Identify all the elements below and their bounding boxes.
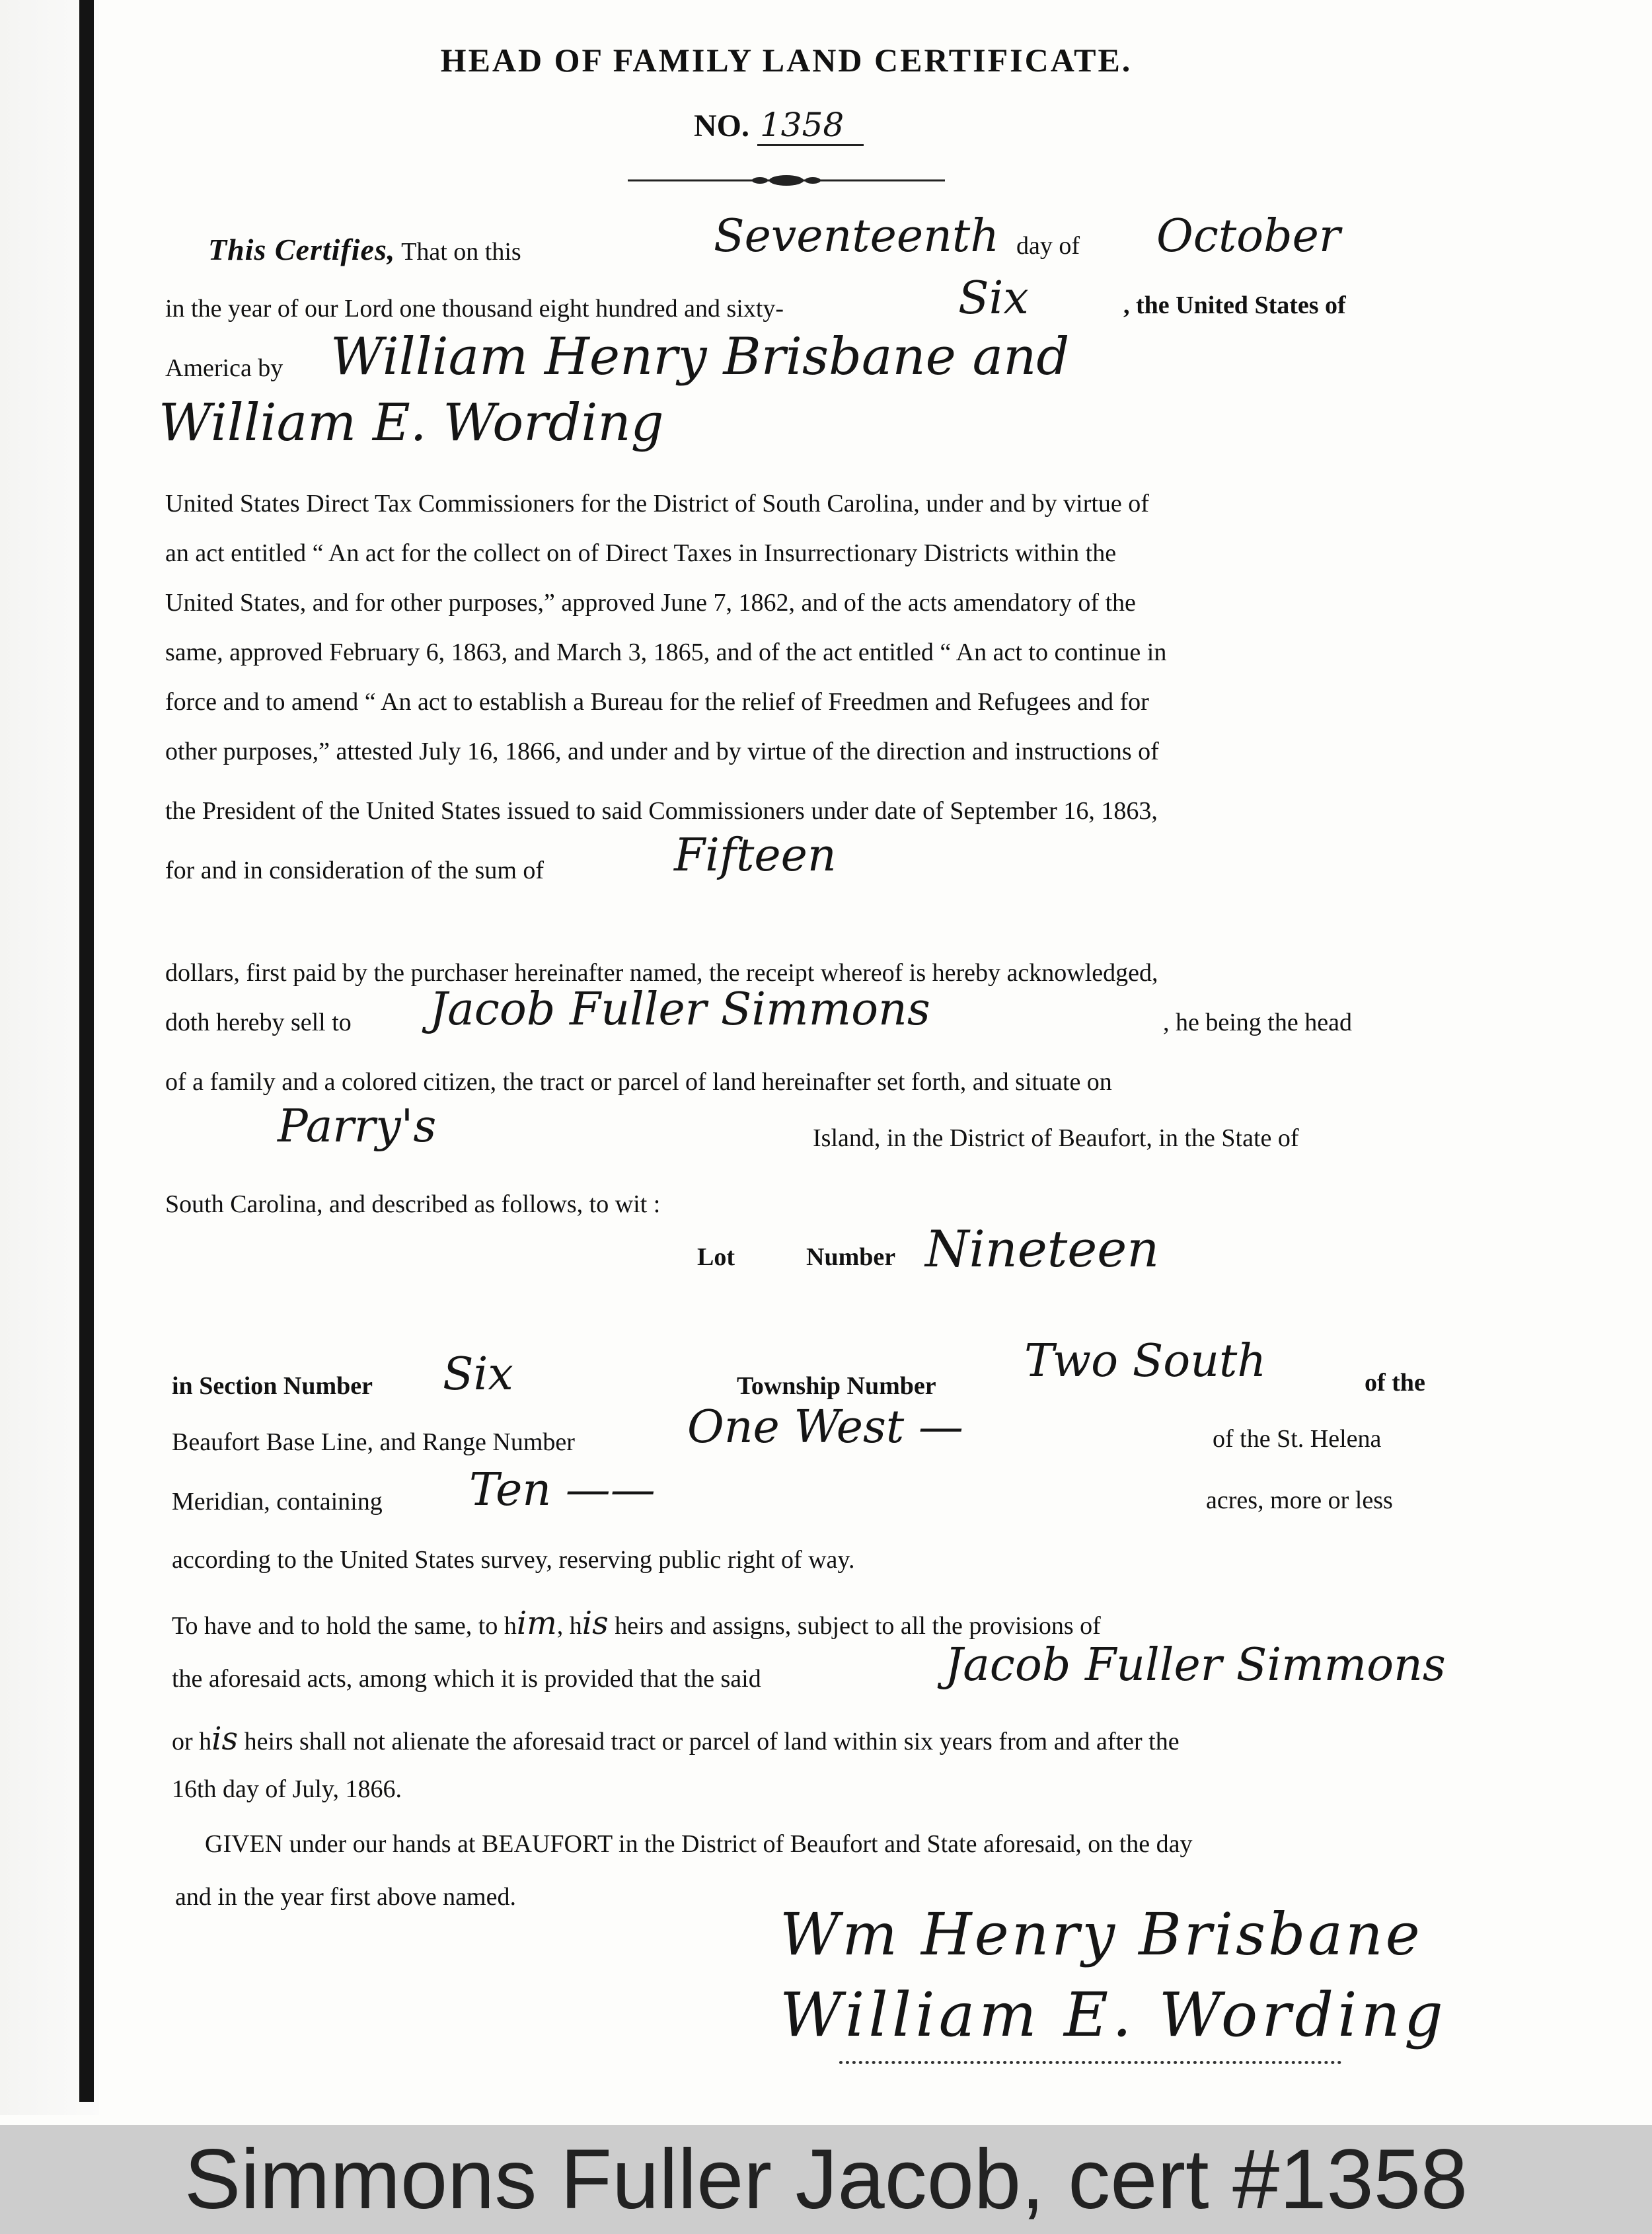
paragraph-line-6: other purposes,” attested July 16, 1866, and under and by virtue of the direction and instructions of (165, 738, 1159, 765)
paragraph-line-7: the President of the United States issued to said Commissioners under date of September 16, 1863, (165, 797, 1158, 825)
given-line-b: and in the year first above named. (175, 1883, 516, 1911)
section-handwritten: Six (443, 1348, 513, 1401)
body-line-1 (208, 231, 521, 268)
paragraph-line-5: force and to amend “ An act to establish a Bureau for the relief of Freedmen and Refugees and for (165, 688, 1149, 716)
l1-text-b: That on this (401, 238, 521, 266)
paragraph-line-2: an act entitled “ An act for the collect on of Direct Taxes in Insurrectionary Districts within the (165, 539, 1117, 567)
township-number-label: Township Number (737, 1372, 936, 1400)
lot-number-label: Number (806, 1243, 896, 1271)
signature-brisbane: Wm Henry Brisbane (780, 1900, 1423, 1968)
paragraph-line-4: same, approved February 6, 1863, and March 3, 1865, and of the act entitled “ An act to continue in (165, 638, 1167, 666)
survey-line: according to the United States survey, reserving public right of way. (172, 1546, 855, 1574)
paragraph-line-1: United States Direct Tax Commissioners for the District of South Carolina, under and by virtue of (165, 490, 1149, 518)
habendum-a: To have and to hold the same, to h (172, 1612, 517, 1640)
proviso-b-b: heirs shall not alienate the aforesaid tract or parcel of land within six years from and after the (238, 1728, 1180, 1755)
habendum-c: heirs and assigns, subject to all the provisions of (608, 1612, 1101, 1640)
number-value: 1358 (757, 106, 864, 146)
certificate-number (694, 106, 864, 144)
him-handwritten: im (516, 1605, 557, 1642)
section-number-label: in Section Number (172, 1372, 373, 1400)
proviso-line-c: 16th day of July, 1866. (172, 1775, 402, 1803)
lot-handwritten: Nineteen (925, 1219, 1160, 1278)
paragraph-line-9: dollars, first paid by the purchaser hereinafter named, the receipt whereof is hereby acknowledged, (165, 959, 1158, 987)
image-caption: Simmons Fuller Jacob, cert #1358 (184, 2132, 1468, 2227)
year-handwritten: Six (958, 272, 1029, 325)
proviso-line-b (172, 1720, 1180, 1759)
consideration-label: for and in consideration of the sum of (165, 857, 544, 884)
acres-label: acres, more or less (1206, 1486, 1393, 1514)
doth-hereby-sell: doth hereby sell to (165, 1009, 352, 1036)
given-line-a: GIVEN under our hands at BEAUFORT in the District of Beaufort and State aforesaid, on the day (205, 1830, 1193, 1858)
range-handwritten: One West — (687, 1401, 963, 1453)
binding-margin-line (79, 0, 94, 2102)
certificate-title: HEAD OF FAMILY LAND CERTIFICATE. (440, 42, 1133, 79)
township-handwritten: Two South (1024, 1335, 1267, 1387)
his-2-handwritten: is (211, 1720, 239, 1757)
proviso-line-a: the aforesaid acts, among which it is provided that the said (172, 1665, 761, 1693)
this-certifies: This Certifies, (208, 233, 396, 266)
month-handwritten: October (1156, 210, 1341, 262)
america-by: America by (165, 354, 283, 382)
commissioner-1-handwritten: William Henry Brisbane and (330, 327, 1070, 387)
his-handwritten: is (582, 1605, 609, 1642)
head-of-family-label: , he being the head (1163, 1009, 1352, 1036)
base-line-label: Beaufort Base Line, and Range Number (172, 1428, 575, 1456)
paragraph-line-11: of a family and a colored citizen, the tract or parcel of land hereinafter set forth, and situate on (165, 1068, 1112, 1096)
number-label: NO. (694, 108, 749, 143)
acres-handwritten: Ten —— (469, 1464, 656, 1516)
st-helena-label: of the St. Helena (1213, 1425, 1382, 1453)
of-the-label: of the (1365, 1369, 1425, 1397)
habendum-b: , h (556, 1612, 582, 1640)
body-line-2: in the year of our Lord one thousand eight hundred and sixty- (165, 295, 784, 323)
ornament-divider (628, 173, 945, 188)
purchaser-2-handwritten: Jacob Fuller Simmons (945, 1639, 1446, 1691)
lot-label: Lot (697, 1243, 735, 1271)
island-label: Island, in the District of Beaufort, in the State of (813, 1124, 1299, 1152)
proviso-b-a: or h (172, 1728, 212, 1755)
island-handwritten: Parry's (278, 1100, 437, 1153)
meridian-label: Meridian, containing (172, 1488, 383, 1516)
habendum-line (172, 1605, 1101, 1643)
signature-wording: William E. Wording (780, 1980, 1447, 2050)
united-states-of: , the United States of (1123, 291, 1346, 319)
signature-dotted-line (839, 2061, 1341, 2064)
purchaser-handwritten: Jacob Fuller Simmons (430, 983, 930, 1036)
commissioner-2-handwritten: William E. Wording (159, 393, 664, 453)
paragraph-line-3: United States, and for other purposes,” approved June 7, 1862, and of the acts amendatory of the (165, 589, 1136, 617)
day-handwritten: Seventeenth (714, 210, 1000, 262)
day-of-label: day of (1016, 232, 1080, 260)
sum-handwritten: Fifteen (674, 829, 837, 882)
south-carolina-line: South Carolina, and described as follows, to wit : (165, 1190, 661, 1218)
